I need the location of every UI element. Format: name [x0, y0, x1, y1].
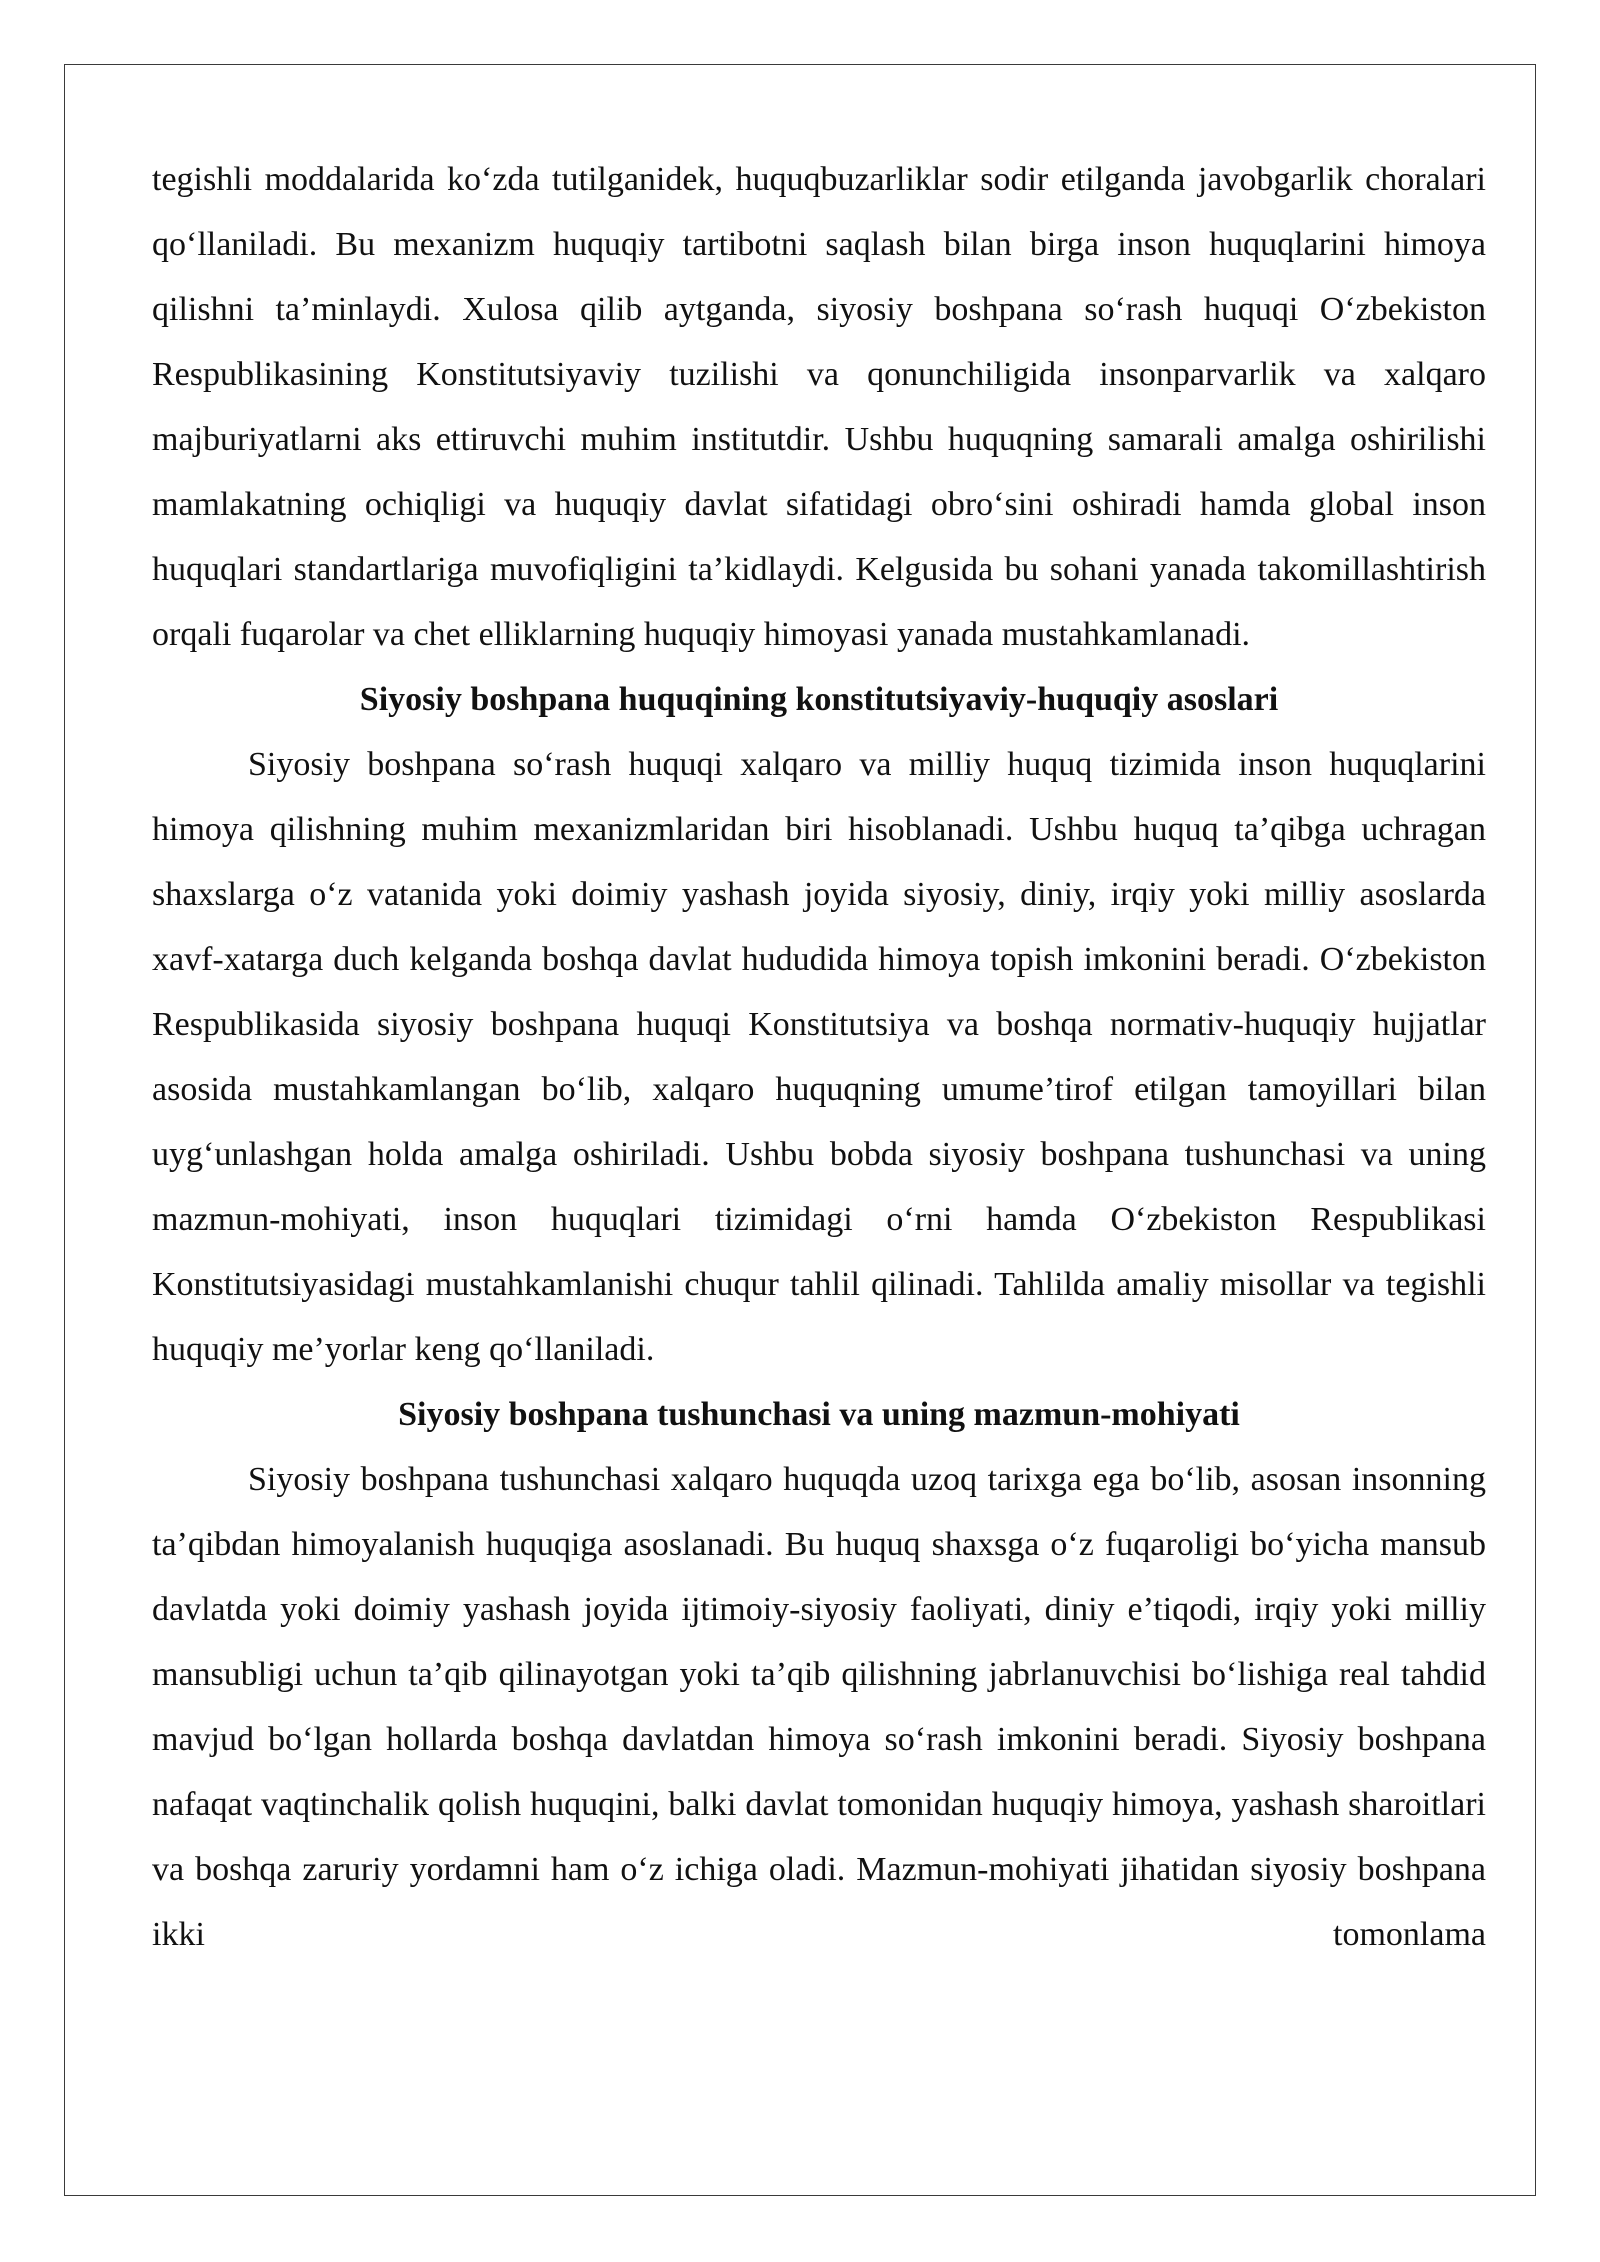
document-body [152, 147, 1486, 1967]
section-heading-asylum-concept: Siyosiy boshpana tushunchasi va uning mazmun-mohiyati [398, 1396, 1240, 1433]
paragraph-asylum-concept: Siyosiy boshpana tushunchasi xalqaro huquqda uzoq tarixga ega bo‘lib, asosan insonning ta’qibdan himoyalanish huquqiga asoslanadi. Bu huquq shaxsga o‘z fuqaroligi bo‘yicha mansub davlatda yoki doimiy yashash joyida ijtimoiy-siyosiy faoliyati, diniy e’tiqodi, irqiy yoki milliy mansubligi uchun ta’qib qilinayotgan yoki ta’qib qilishning jabrlanuvchisi bo‘lishiga real tahdid mavjud bo‘lgan hollarda boshqa davlatdan himoya so‘rash imkonini beradi. Siyosiy boshpana nafaqat vaqtinchalik qolish huquqini, balki davlat tomonidan huquqiy himoya, yashash sharoitlari va boshqa zaruriy yordamni ham o‘z ichiga oladi. Mazmun-mohiyati jihatidan siyosiy boshpana ikki tomonlama [152, 1461, 1486, 1953]
paragraph-conclusion: tegishli moddalarida ko‘zda tutilganidek, huquqbuzarliklar sodir etilganda javobgarlik choralari qo‘llaniladi. Bu mexanizm huquqiy tartibotni saqlash bilan birga inson huquqlarini himoya qilishni ta’minlaydi. Xulosa qilib aytganda, siyosiy boshpana so‘rash huquqi O‘zbekiston Respublikasining Konstitutsiyaviy tuzilishi va qonunchiligida insonparvarlik va xalqaro majburiyatlarni aks ettiruvchi muhim institutdir. Ushbu huquqning samarali amalga oshirilishi mamlakatning ochiqligi va huquqiy davlat sifatidagi obro‘sini oshiradi hamda global inson huquqlari standartlariga muvofiqligini ta’kidlaydi. Kelgusida bu sohani yanada takomillashtirish orqali fuqarolar va chet elliklarning huquqiy himoyasi yanada mustahkamlanadi. [152, 161, 1486, 653]
section-heading-constitutional-basis: Siyosiy boshpana huquqining konstitutsiyaviy-huquqiy asoslari [359, 681, 1279, 718]
paragraph-asylum-right-intro: Siyosiy boshpana so‘rash huquqi xalqaro va milliy huquq tizimida inson huquqlarini himoya qilishning muhim mexanizmlaridan biri hisoblanadi. Ushbu huquq ta’qibga uchragan shaxslarga o‘z vatanida yoki doimiy yashash joyida siyosiy, diniy, irqiy yoki milliy asoslarda xavf-xatarga duch kelganda boshqa davlat hududida himoya topish imkonini beradi. O‘zbekiston Respublikasida siyosiy boshpana huquqi Konstitutsiya va boshqa normativ-huquqiy hujjatlar asosida mustahkamlangan bo‘lib, xalqaro huquqning umume’tirof etilgan tamoyillari bilan uyg‘unlashgan holda amalga oshiriladi. Ushbu bobda siyosiy boshpana tushunchasi va uning mazmun-mohiyati, inson huquqlari tizimidagi o‘rni hamda O‘zbekiston Respublikasi Konstitutsiyasidagi mustahkamlanishi chuqur tahlil qilinadi. Tahlilda amaliy misollar va tegishli huquqiy me’yorlar keng qo‘llaniladi. [152, 746, 1486, 1368]
